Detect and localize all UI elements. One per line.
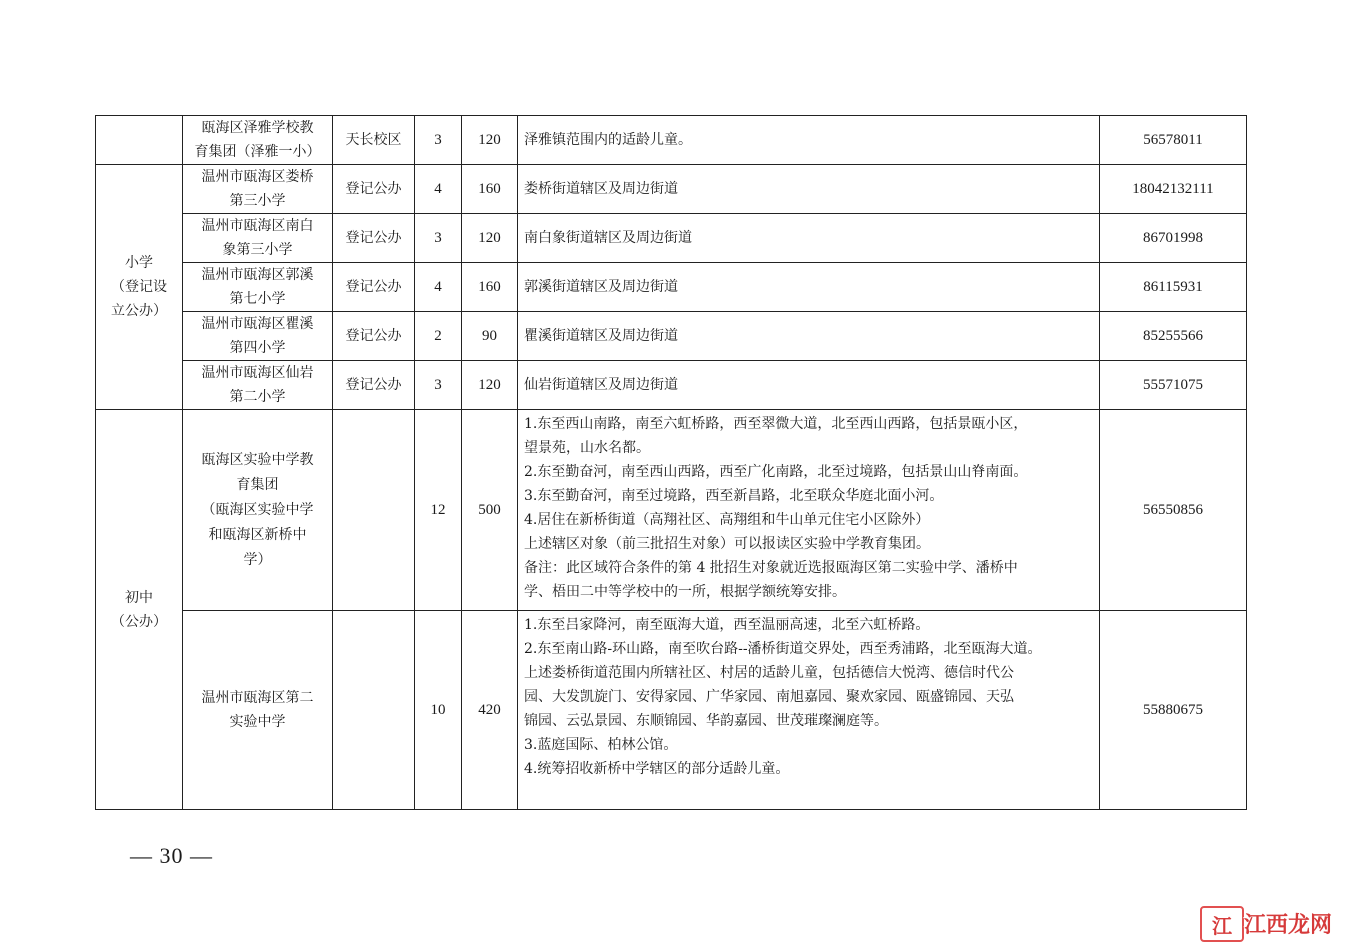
student-count-cell: 160: [462, 263, 518, 312]
school-type-cell: 登记公办: [333, 312, 415, 361]
category-cell-middle: [96, 410, 183, 810]
category-cell-primary: [96, 165, 183, 410]
category-label-line: （登记设: [111, 279, 167, 295]
area-line: 2.东至南山路-环山路，南至吹台路--潘桥街道交界处，西至秀浦路，北至瓯海大道。: [524, 641, 1042, 657]
school-name-line: 瓯海区实验中学教: [201, 451, 314, 468]
school-type-cell-empty: [333, 410, 415, 611]
catchment-area-cell: 娄桥街道辖区及周边街道: [518, 165, 1100, 214]
category-label-line: 小学: [125, 255, 153, 271]
catchment-area-cell: 南白象街道辖区及周边街道: [518, 214, 1100, 263]
student-count-cell: 420: [462, 611, 518, 810]
school-name-line: 温州市瓯海区瞿溪: [201, 316, 314, 332]
table-row: [96, 410, 1247, 611]
table-row: [96, 214, 1247, 263]
school-name-line: 温州市瓯海区南白: [201, 218, 314, 234]
catchment-area-cell: [518, 410, 1100, 611]
catchment-area-cell: 泽雅镇范围内的适龄儿童。: [518, 116, 1100, 165]
school-type-cell: 登记公办: [333, 165, 415, 214]
school-name-line: 和瓯海区新桥中: [208, 526, 307, 543]
table-row: [96, 611, 1247, 810]
table-row: [96, 263, 1247, 312]
school-name-line: 象第三小学: [222, 242, 293, 258]
catchment-area-cell: [518, 611, 1100, 810]
school-name-line: 第三小学: [229, 193, 286, 209]
class-count-cell: 4: [415, 165, 462, 214]
class-count-cell: 3: [415, 361, 462, 410]
area-line: 1.东至西山南路，南至六虹桥路，西至翠微大道，北至西山西路，包括景瓯小区，: [524, 416, 1028, 432]
class-count-cell: 12: [415, 410, 462, 611]
site-watermark: [1200, 902, 1340, 942]
area-line: 2.东至勤奋河，南至西山西路，西至广化南路，北至过境路，包括景山山脊南面。: [524, 464, 1028, 480]
area-line: 3.东至勤奋河，南至过境路，西至新昌路，北至联众华庭北面小河。: [524, 488, 944, 504]
table-row: [96, 165, 1247, 214]
school-name-line: 瓯海区泽雅学校教: [201, 120, 314, 136]
watermark-text: 江西龙网: [1244, 913, 1333, 938]
class-count-cell: 2: [415, 312, 462, 361]
table-row: [96, 361, 1247, 410]
area-line: 望景苑，山水名都。: [524, 440, 650, 456]
school-name-line: 温州市瓯海区郭溪: [201, 267, 314, 283]
school-name-cell: [183, 165, 333, 214]
phone-cell: 86701998: [1100, 214, 1247, 263]
school-name-cell: [183, 361, 333, 410]
school-name-line: 第二小学: [229, 389, 286, 405]
phone-cell: 56578011: [1100, 116, 1247, 165]
student-count-cell: 120: [462, 214, 518, 263]
school-name-line: （瓯海区实验中学: [201, 501, 314, 518]
school-name-cell: [183, 611, 333, 810]
phone-cell: 55571075: [1100, 361, 1247, 410]
school-name-line: 第四小学: [229, 340, 286, 356]
school-type-cell: 天长校区: [333, 116, 415, 165]
school-name-cell: [183, 214, 333, 263]
school-name-line: 实验中学: [229, 714, 286, 730]
school-name-cell: [183, 312, 333, 361]
student-count-cell: 90: [462, 312, 518, 361]
student-count-cell: 500: [462, 410, 518, 611]
area-line: 上述辖区对象（前三批招生对象）可以报读区实验中学教育集团。: [524, 536, 930, 552]
area-line: 锦园、云弘景园、东顺锦园、华韵嘉园、世茂璀璨澜庭等。: [524, 713, 888, 729]
area-line: 园、大发凯旋门、安得家园、广华家园、南旭嘉园、聚欢家园、瓯盛锦园、天弘: [524, 689, 1014, 705]
student-count-cell: 160: [462, 165, 518, 214]
school-name-cell: [183, 116, 333, 165]
watermark-logo-icon: 江: [1200, 906, 1244, 942]
school-name-cell: [183, 410, 333, 611]
school-type-cell: 登记公办: [333, 361, 415, 410]
phone-cell: 18042132111: [1100, 165, 1247, 214]
phone-cell: 56550856: [1100, 410, 1247, 611]
class-count-cell: 4: [415, 263, 462, 312]
phone-cell: 85255566: [1100, 312, 1247, 361]
catchment-area-cell: 仙岩街道辖区及周边街道: [518, 361, 1100, 410]
school-type-cell: 登记公办: [333, 214, 415, 263]
category-label-line: 立公办）: [111, 303, 167, 319]
catchment-area-cell: 郭溪街道辖区及周边街道: [518, 263, 1100, 312]
table-row: [96, 312, 1247, 361]
school-type-cell-empty: [333, 611, 415, 810]
page-number: — 30 —: [130, 843, 213, 868]
school-name-cell: [183, 263, 333, 312]
area-line: 3.蓝庭国际、柏林公馆。: [524, 737, 678, 753]
area-line: 1.东至吕家降河，南至瓯海大道，西至温丽高速，北至六虹桥路。: [524, 617, 930, 633]
category-cell-empty: [96, 116, 183, 165]
student-count-cell: 120: [462, 361, 518, 410]
area-line: 学、梧田二中等学校中的一所，根据学额统筹安排。: [524, 584, 846, 600]
class-count-cell: 3: [415, 116, 462, 165]
school-type-cell: 登记公办: [333, 263, 415, 312]
category-label-line: （公办）: [111, 613, 167, 630]
school-name-line: 育集团: [236, 476, 279, 493]
category-label-line: 初中: [125, 589, 153, 606]
school-name-line: 温州市瓯海区娄桥: [201, 169, 314, 185]
table-row: [96, 116, 1247, 165]
area-line: 备注：此区域符合条件的第 4 批招生对象就近选报瓯海区第二实验中学、潘桥中: [524, 560, 1018, 576]
school-name-line: 第七小学: [229, 291, 286, 307]
class-count-cell: 3: [415, 214, 462, 263]
school-name-line: 温州市瓯海区第二: [201, 690, 314, 706]
class-count-cell: 10: [415, 611, 462, 810]
school-name-line: 育集团（泽雅一小）: [194, 144, 321, 160]
school-name-line: 温州市瓯海区仙岩: [201, 365, 314, 381]
area-line: 4.居住在新桥街道（高翔社区、高翔组和牛山单元住宅小区除外）: [524, 512, 930, 528]
area-line: 上述娄桥街道范围内所辖社区、村居的适龄儿童，包括德信大悦湾、德信时代公: [524, 665, 1014, 681]
student-count-cell: 120: [462, 116, 518, 165]
area-line: 4.统筹招收新桥中学辖区的部分适龄儿童。: [524, 761, 790, 777]
phone-cell: 86115931: [1100, 263, 1247, 312]
phone-cell: 55880675: [1100, 611, 1247, 810]
enrollment-table: [95, 115, 1247, 810]
catchment-area-cell: 瞿溪街道辖区及周边街道: [518, 312, 1100, 361]
school-name-line: 学）: [243, 551, 272, 568]
